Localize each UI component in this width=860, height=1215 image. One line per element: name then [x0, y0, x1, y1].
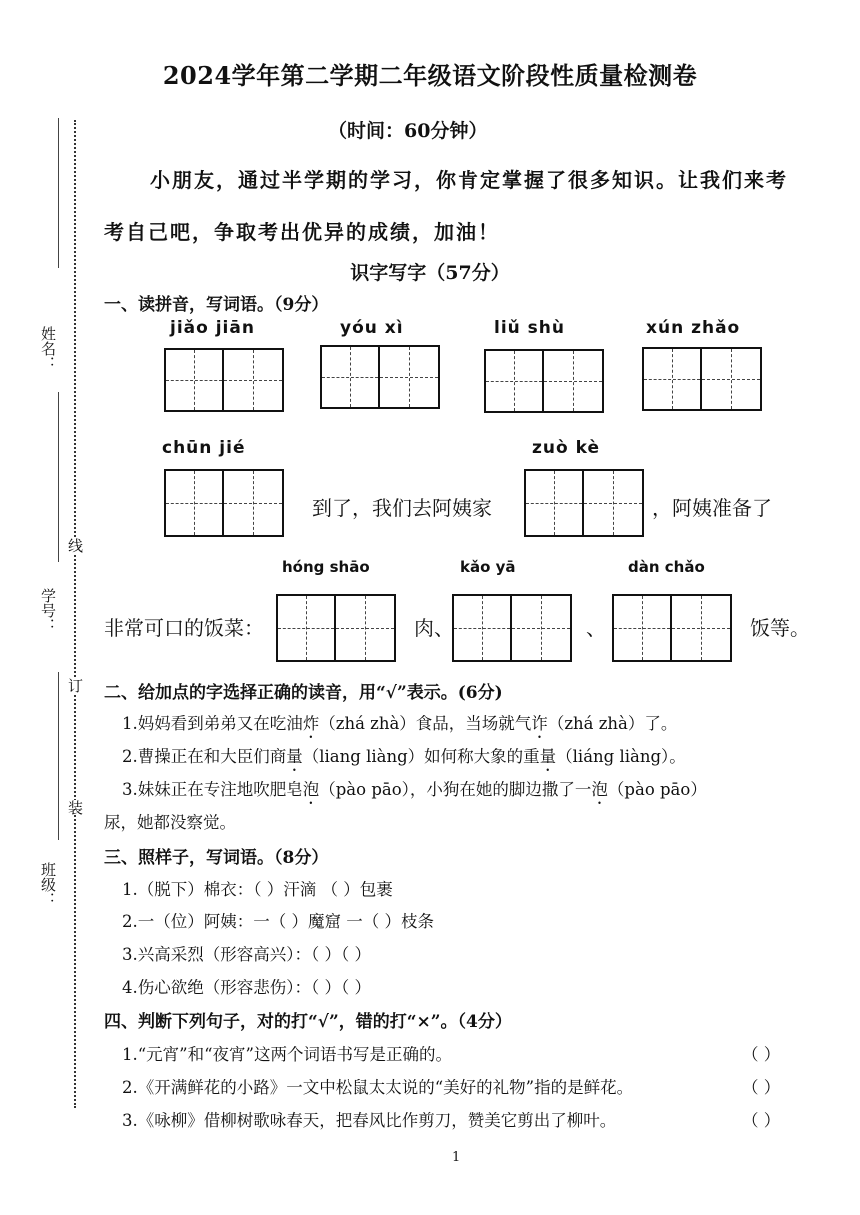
q2-text: 1.妈妈看到弟弟又在吃油 [122, 714, 303, 733]
sentence-d: 肉、 [414, 616, 454, 640]
q2-line-3-cont: 尿，她都没察觉。 [104, 813, 236, 832]
q3-line-4: 4.伤心欲绝（形容悲伤）：（ ）（ ） [122, 978, 371, 997]
writing-grid-3[interactable] [484, 349, 604, 413]
sentence-a: 到了，我们去阿姨家 [312, 496, 492, 520]
q4-answer-3[interactable]: （ ） [742, 1111, 781, 1130]
q2-text: 3.妹妹正在专注地吹肥皂 [122, 780, 303, 799]
writing-grid-8[interactable] [452, 594, 572, 662]
pinyin-6: zuò kè [532, 438, 600, 458]
pinyin-7: hóng shāo [282, 558, 370, 576]
dotted-char: 量 [286, 747, 303, 766]
q4-answer-2[interactable]: （ ） [742, 1078, 781, 1097]
dotted-char: 炸 [302, 714, 320, 733]
q1-heading: 一、读拼音，写词语。（9分） [104, 295, 329, 315]
writing-grid-7[interactable] [276, 594, 396, 662]
dotted-char: 泡 [591, 780, 608, 799]
class-underline [58, 672, 59, 840]
q2-text: （liang liàng）如何称大象的重 [302, 747, 540, 766]
pinyin-9: dàn chǎo [628, 558, 705, 576]
q2-text: （zhá zhà）食品，当场就气 [319, 714, 532, 733]
q2-text: （liáng liàng）。 [556, 747, 686, 766]
pinyin-4: xún zhǎo [646, 318, 741, 338]
intro-line-2: 考自己吧，争取考出优异的成绩，加油！ [104, 220, 500, 244]
writing-grid-2[interactable] [320, 345, 440, 409]
number-underline [58, 392, 59, 562]
class-label: 班级： [39, 862, 57, 907]
q4-line-2: 2.《开满鲜花的小路》一文中松鼠太太说的“美好的礼物”指的是鲜花。 [122, 1078, 634, 1097]
q4-line-1: 1.“元宵”和“夜宵”这两个词语书写是正确的。 [122, 1045, 452, 1064]
exam-title: 2024学年第二学期二年级语文阶段性质量检测卷 [162, 61, 698, 90]
name-underline [58, 118, 59, 268]
writing-grid-9[interactable] [612, 594, 732, 662]
page-number: 1 [452, 1150, 461, 1165]
writing-grid-5[interactable] [164, 469, 284, 537]
intro-line-1: 小朋友，通过半学期的学习，你肯定掌握了很多知识。让我们来考 [150, 168, 788, 192]
pinyin-5: chūn jié [162, 438, 246, 458]
sentence-f: 饭等。 [750, 616, 810, 640]
name-label: 姓名： [39, 326, 57, 371]
q2-text: （zhá zhà）了。 [547, 714, 678, 733]
pinyin-2: yóu xì [340, 318, 404, 338]
dotted-char: 泡 [302, 780, 320, 799]
writing-grid-6[interactable] [524, 469, 644, 537]
sentence-c: 非常可口的饭菜： [104, 616, 264, 640]
number-label: 学号： [39, 588, 57, 633]
writing-grid-4[interactable] [642, 347, 762, 411]
exam-time: （时间：60分钟） [328, 120, 488, 142]
q4-line-3: 3.《咏柳》借柳树歌咏春天，把春风比作剪刀，赞美它剪出了柳叶。 [122, 1111, 617, 1130]
q2-text: （pào pāo），小狗在她的脚边撒了一 [319, 780, 592, 799]
q2-text: （pào pāo） [607, 780, 707, 799]
sentence-e: 、 [586, 616, 606, 640]
writing-grid-1[interactable] [164, 348, 284, 412]
q2-line-2 [122, 743, 686, 775]
q3-line-2: 2.一（位）阿姨：一（ ）魔窟 一（ ）枝条 [122, 912, 434, 931]
binding-zhuang: 装 [66, 800, 84, 815]
dotted-char: 诈 [531, 714, 548, 733]
pinyin-1: jiǎo jiān [170, 318, 255, 338]
q3-line-1: 1.（脱下）棉衣：（ ）汗滴 （ ）包裹 [122, 880, 393, 899]
dotted-char: 量 [539, 747, 557, 766]
q4-heading: 四、判断下列句子，对的打“√”，错的打“×”。（4分） [104, 1012, 512, 1032]
sentence-b: ，阿姨准备了 [652, 496, 772, 520]
q2-text: 2.曹操正在和大臣们商 [122, 747, 287, 766]
pinyin-3: liǔ shù [494, 318, 565, 338]
q4-answer-1[interactable]: （ ） [742, 1045, 781, 1064]
section-title: 识字写字（57分） [350, 262, 510, 284]
binding-ding: 订 [66, 678, 84, 693]
q2-heading: 二、给加点的字选择正确的读音，用“√”表示。(6分) [104, 683, 503, 703]
q3-line-3: 3.兴高采烈（形容高兴）：（ ）（ ） [122, 945, 371, 964]
q2-line-1 [122, 710, 677, 742]
binding-xian: 线 [66, 538, 84, 553]
q3-heading: 三、照样子，写词语。（8分） [104, 848, 329, 868]
pinyin-8: kǎo yā [460, 558, 516, 576]
q2-line-3 [122, 776, 707, 808]
